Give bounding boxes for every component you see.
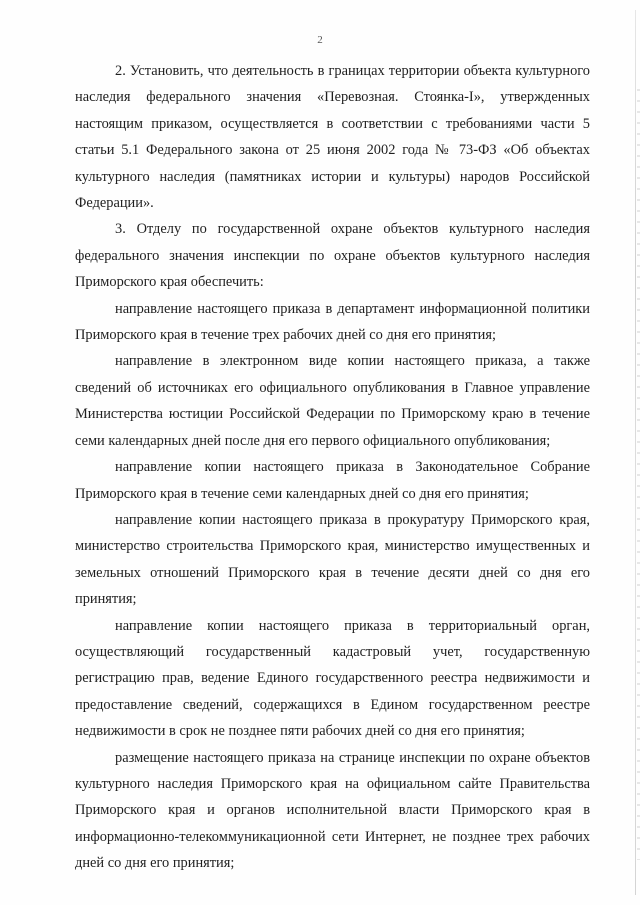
- paragraph-sub-6: размещение настоящего приказа на странице инспекции по охране объектов культурного наследия Приморского края на официальном сайте Правительства Приморского края и органов исполнительной власти Приморского края в информационно-телекоммуникационной сети Интернет, не позднее трех рабочих дней со дня его принятия;: [75, 749, 590, 872]
- document-body: [75, 58, 590, 877]
- paragraph-item-3: 3. Отделу по государственной охране объектов культурного наследия федерального значения инспекции по охране объектов культурного наследия Приморского края обеспечить:: [75, 221, 590, 291]
- paragraph-sub-3: направление копии настоящего приказа в Законодательное Собрание Приморского края в течение семи календарных дней со дня его принятия;: [75, 459, 590, 502]
- paragraph-sub-2: направление в электронном виде копии настоящего приказа, а также сведений об источниках его официального опубликования в Главное управление Министерства юстиции Российской Федерации по Приморскому краю в течение семи календарных дней после дня его первого официального опубликования;: [75, 353, 590, 449]
- paragraph-item-2: 2. Установить, что деятельность в границах территории объекта культурного наследия федерального значения «Перевозная. Стоянка-I», утвержденных настоящим приказом, осуществляется в соответствии с требованиями части 5 статьи 5.1 Федерального закона от 25 июня 2002 года № 73-ФЗ «Об объектах культурного наследия (памятниках истории и культуры) народов Российской Федерации».: [75, 63, 590, 212]
- paragraph-sub-4: направление копии настоящего приказа в прокуратуру Приморского края, министерство строительства Приморского края, министерство имущественных и земельных отношений Приморского края в течение десяти дней со дня его принятия;: [75, 511, 590, 608]
- page-number: 2: [317, 34, 323, 46]
- scan-edge-line: [635, 10, 636, 895]
- paragraph-sub-5: направление копии настоящего приказа в территориальный орган, осуществляющий государственный кадастровый учет, государственную регистрацию прав, ведение Единого государственного реестра недвижимости и предоставление сведений, содержащихся в Едином государственном реестре недвижимости в срок не позднее пяти рабочих дней со дня его принятия;: [75, 617, 590, 740]
- paragraph-sub-1: направление настоящего приказа в департамент информационной политики Приморского края в течение трех рабочих дней со дня его принятия;: [75, 300, 590, 344]
